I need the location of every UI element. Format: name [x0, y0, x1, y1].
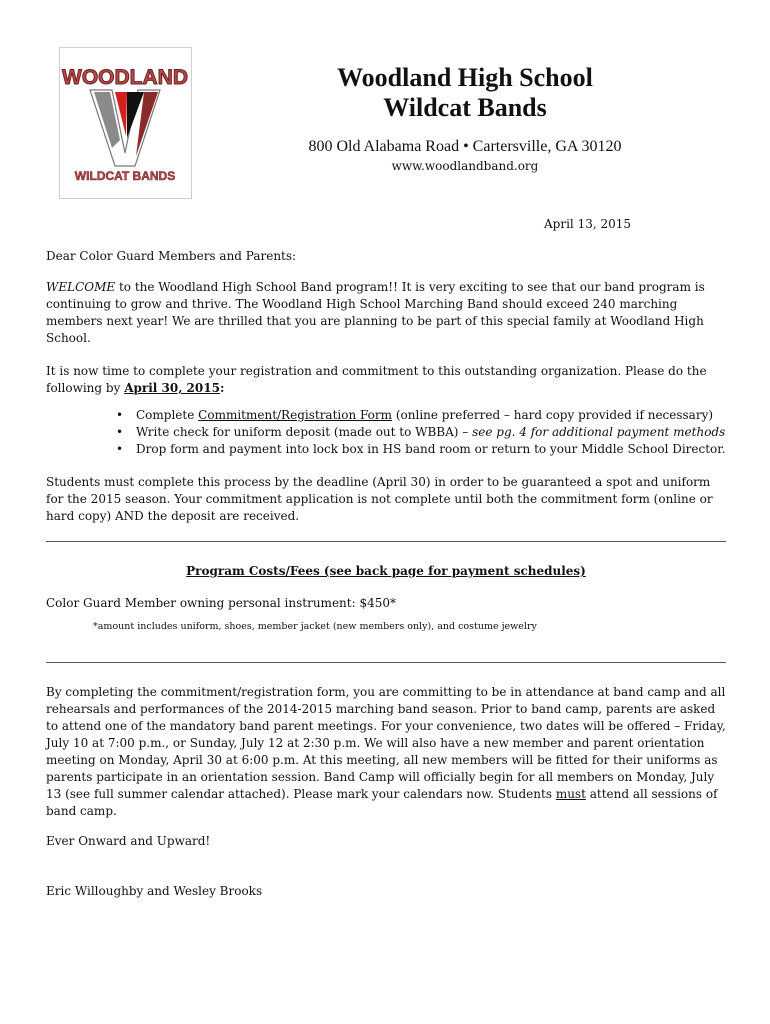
task-item-drop-form: • Drop form and payment into lock box in HS band room or return to your Middle School Director.	[116, 441, 726, 458]
letter-body	[46, 248, 726, 525]
divider-top	[46, 541, 726, 542]
signature-line: Eric Willoughby and Wesley Brooks	[46, 884, 263, 898]
salutation: Dear Color Guard Members and Parents:	[46, 249, 297, 263]
school-address: 800 Old Alabama Road • Cartersville, GA 30120	[308, 138, 622, 155]
registration-intro: It is now time to complete your registration and commitment to this outstanding organization. Please do the following by	[46, 364, 707, 395]
task-list	[116, 407, 726, 458]
fees-title: Program Costs/Fees (see back page for payment schedules)	[186, 564, 586, 578]
fee-line: Color Guard Member owning personal instrument: $450*	[46, 596, 396, 610]
school-name-line1: Woodland High School	[337, 63, 593, 92]
commitment-must: must	[555, 787, 586, 801]
school-logo	[59, 47, 192, 199]
deadline-note: Students must complete this process by the deadline (April 30) in order to be guaranteed a spot and uniform for the 2015 season. Your commitment application is not complete until both the commitment form (online or hard copy) AND the deposit are received.	[46, 475, 713, 523]
welcome-paragraph	[46, 279, 726, 347]
closing-line: Ever Onward and Upward!	[46, 834, 211, 848]
fee-note: *amount includes uniform, shoes, member jacket (new members only), and costume jewelry	[93, 621, 537, 632]
divider-bottom	[46, 662, 726, 663]
letterhead	[270, 63, 660, 173]
school-name-line2: Wildcat Bands	[383, 93, 547, 122]
logo-top-text: WOODLAND	[62, 66, 188, 89]
task-1-suffix: (online preferred – hard copy provided if necessary)	[392, 408, 714, 422]
wildcat-logo-graphic	[60, 48, 191, 198]
task-item-complete-form	[116, 407, 726, 424]
welcome-text: to the Woodland High School Band program!! It is very exciting to see that our band program is continuing to grow and thrive. The Woodland High School Marching Band should exceed 240 marching members next year! We are thrilled that you are planning to be part of this special family at Woodland High School.	[46, 280, 705, 345]
letter-date: April 13, 2015	[544, 217, 632, 231]
task-2-italic: see pg. 4 for additional payment methods	[472, 425, 726, 439]
registration-paragraph	[46, 363, 726, 397]
school-website: www.woodlandband.org	[391, 159, 539, 173]
task-2-prefix: Write check for uniform deposit (made out to WBBA) –	[136, 425, 473, 439]
commitment-text-before: By completing the commitment/registration form, you are committing to be in attendance at band camp and all rehearsals and performances of the 2014-2015 marching band season. Prior to band camp, parents are asked to attend one of the mandatory band parent meetings. For your convenience, two dates will be offered – Friday, July 10 at 7:00 p.m., or Sunday, July 12 at 2:30 p.m. We will also have a new member and parent orientation meeting on Monday, April 30 at 6:00 p.m. At this meeting, all new members will be fitted for their uniforms as parents participate in an orientation session. Band Camp will officially begin for all members on Monday, July 13 (see full summer calendar attached). Please mark your calendars now. Students	[46, 685, 726, 801]
registration-deadline: April 30, 2015	[124, 381, 220, 395]
commitment-paragraph	[46, 684, 730, 820]
commitment-form-link[interactable]: Commitment/Registration Form	[198, 408, 393, 422]
task-item-write-check	[116, 424, 726, 441]
registration-colon: :	[219, 381, 225, 395]
welcome-word: WELCOME	[46, 280, 116, 294]
logo-bottom-text: WILDCAT BANDS	[74, 169, 176, 183]
task-1-prefix: Complete	[136, 408, 199, 422]
commitment-text-after: attend all sessions of band camp.	[46, 787, 718, 818]
